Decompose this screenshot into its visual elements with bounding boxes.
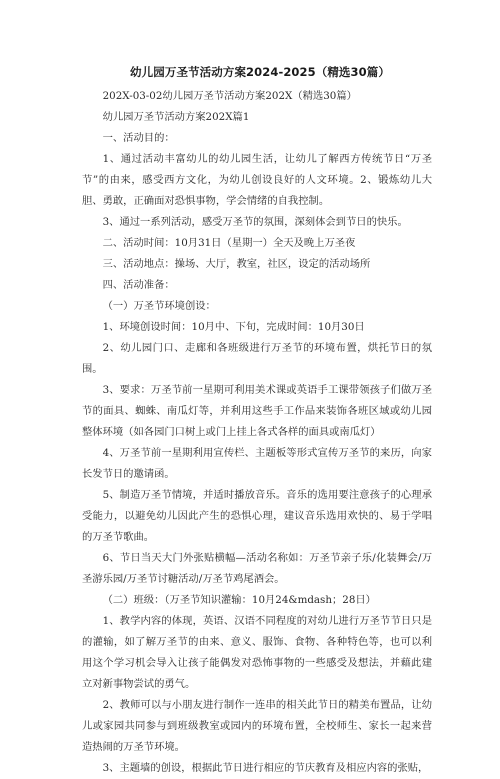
document-meta-line: 202X-03-02幼儿园万圣节活动方案202X（精选30篇） [102,90,357,102]
paragraph-env-2: 2、幼儿园门口、走廊和各班级进行万圣节的环境布置，烘托节日的氛围。 [82,342,432,375]
document-subtitle: 幼儿园万圣节活动方案202X篇1 [102,111,250,123]
paragraph-class-1: 1、教学内容的体现，英语、汉语不同程度的对幼儿进行万圣节节日只是的灌输，如了解万圣节的由来、意义、服饰、食物、各种特色等，也可以利用这个学习机会导入让孩子能偶发对恐怖事物的一些感受及想法，并藉此建立对新事物尝试的勇气。 [82,615,432,690]
subsection-heading-class: （二）班级：（万圣节知识灌输：10月24&mdash；28日） [102,594,376,606]
paragraph-env-3: 3、要求：万圣节前一星期可利用美术课或英语手工课带领孩子们做万圣节的面具、蜘蛛、南瓜灯等，并利用这些手工作品来装饰各班区域或幼儿园整体环境（如各园门口树上或门上挂上各式各样的面具或南瓜灯） [82,384,432,438]
paragraph-class-2: 2、教师可以与小朋友进行制作一连串的相关此节日的精美布置品，让幼儿或家园共同参与到班级教室或园内的环境布置，全校师生、家长一起来营造热闹的万圣节环境。 [82,699,432,753]
section-heading-goal: 一、活动目的： [102,132,175,144]
section-heading-place: 三、活动地点：操场、大厅，教室，社区，设定的活动场所 [102,258,371,270]
subsection-heading-environment: （一）万圣节环境创设： [102,300,216,312]
section-heading-time: 二、活动时间：10月31日（星期一）全天及晚上万圣夜 [102,237,356,249]
paragraph-env-6: 6、节日当天大门外张贴横幅—活动名称如：万圣节亲子乐/化装舞会/万圣游乐园/万圣节讨糖活动/万圣节鸡尾酒会。 [82,552,432,585]
paragraph-goal-3: 3、通过一系列活动，感受万圣节的氛围，深刻体会到节日的快乐。 [102,216,408,228]
paragraph-goal-1: 1、通过活动丰富幼儿的幼儿园生活，让幼儿了解西方传统节日“万圣节”的由来，感受西方文化，为幼儿创设良好的人文环境。2、锻炼幼儿大胆、勇敢，正确面对恐惧事物，学会情绪的自我控制。 [82,153,432,207]
paragraph-env-1: 1、环境创设时间：10月中、下旬，完成时间：10月30日 [102,321,365,333]
document-title: 幼儿园万圣节活动方案2024-2025（精选30篇） [130,65,390,79]
paragraph-env-5: 5、制造万圣节情境，并适时播放音乐。音乐的选用要注意孩子的心理承受能力，以避免幼儿因此产生的恐惧心理，建议音乐选用欢快的、易于学唱的万圣节歌曲。 [82,489,432,543]
paragraph-env-4: 4、万圣节前一星期利用宣传栏、主题板等形式宣传万圣节的来历，向家长发节日的邀请函。 [82,447,432,480]
paragraph-class-3: 3、主题墙的创设，根据此节日进行相应的节庆教育及相应内容的张贴， [102,762,429,774]
section-heading-prep: 四、活动准备： [102,279,175,291]
